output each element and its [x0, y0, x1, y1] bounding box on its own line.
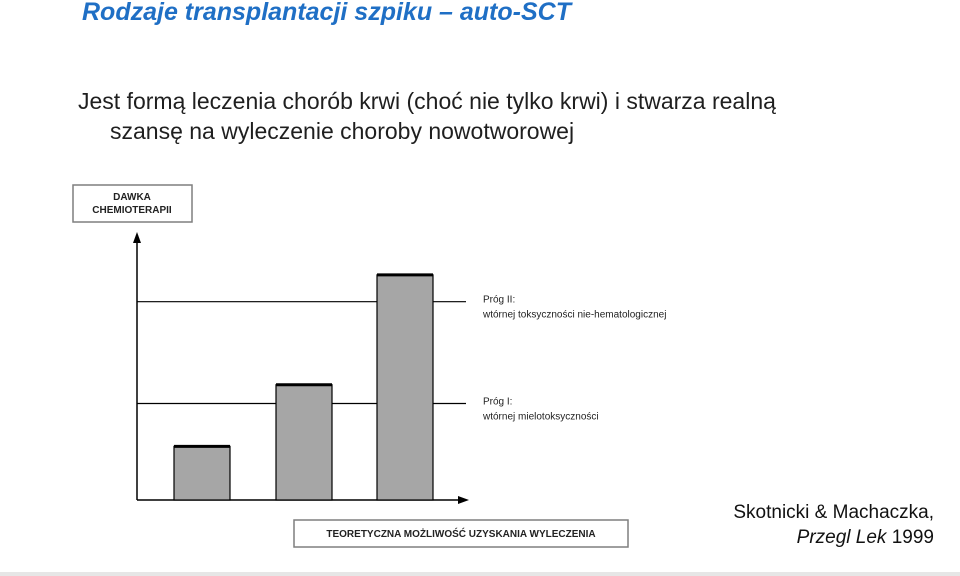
x-axis-label: TEORETYCZNA MOŻLIWOŚĆ UZYSKANIA WYLECZENIA — [326, 529, 596, 540]
bottom-strip — [0, 572, 960, 576]
citation-journal: Przegl Lek — [796, 527, 887, 548]
body-line-1: Jest formą leczenia chorób krwi (choć nie tylko krwi) i stwarza realną — [78, 88, 776, 114]
y-axis-label-box — [73, 185, 192, 222]
slide-title: Rodzaje transplantacji szpiku – auto-SCT — [82, 0, 571, 26]
bar-1 — [174, 446, 230, 500]
threshold-name-2: Próg I: — [483, 396, 513, 408]
threshold-name-1: Próg II: — [483, 294, 516, 306]
threshold-description-2: wtórnej mielotoksyczności — [483, 411, 599, 423]
bar-2 — [276, 385, 332, 500]
citation-authors: Skotnicki & Machaczka, — [733, 502, 934, 523]
x-axis-arrow — [458, 496, 469, 504]
bars — [174, 275, 433, 500]
y-axis-label-line-1: DAWKA — [113, 192, 151, 203]
body-line-2: szansę na wyleczenie choroby nowotworowej — [110, 118, 575, 144]
threshold-description-1: wtórnej toksyczności nie-hematologicznej — [483, 309, 667, 321]
citation — [733, 500, 934, 550]
citation-year: 1999 — [891, 527, 934, 548]
y-axis-arrow — [133, 232, 141, 243]
bar-3 — [377, 275, 433, 500]
citation-source — [733, 525, 934, 550]
y-axis-label-line-2: CHEMIOTERAPII — [92, 205, 172, 216]
